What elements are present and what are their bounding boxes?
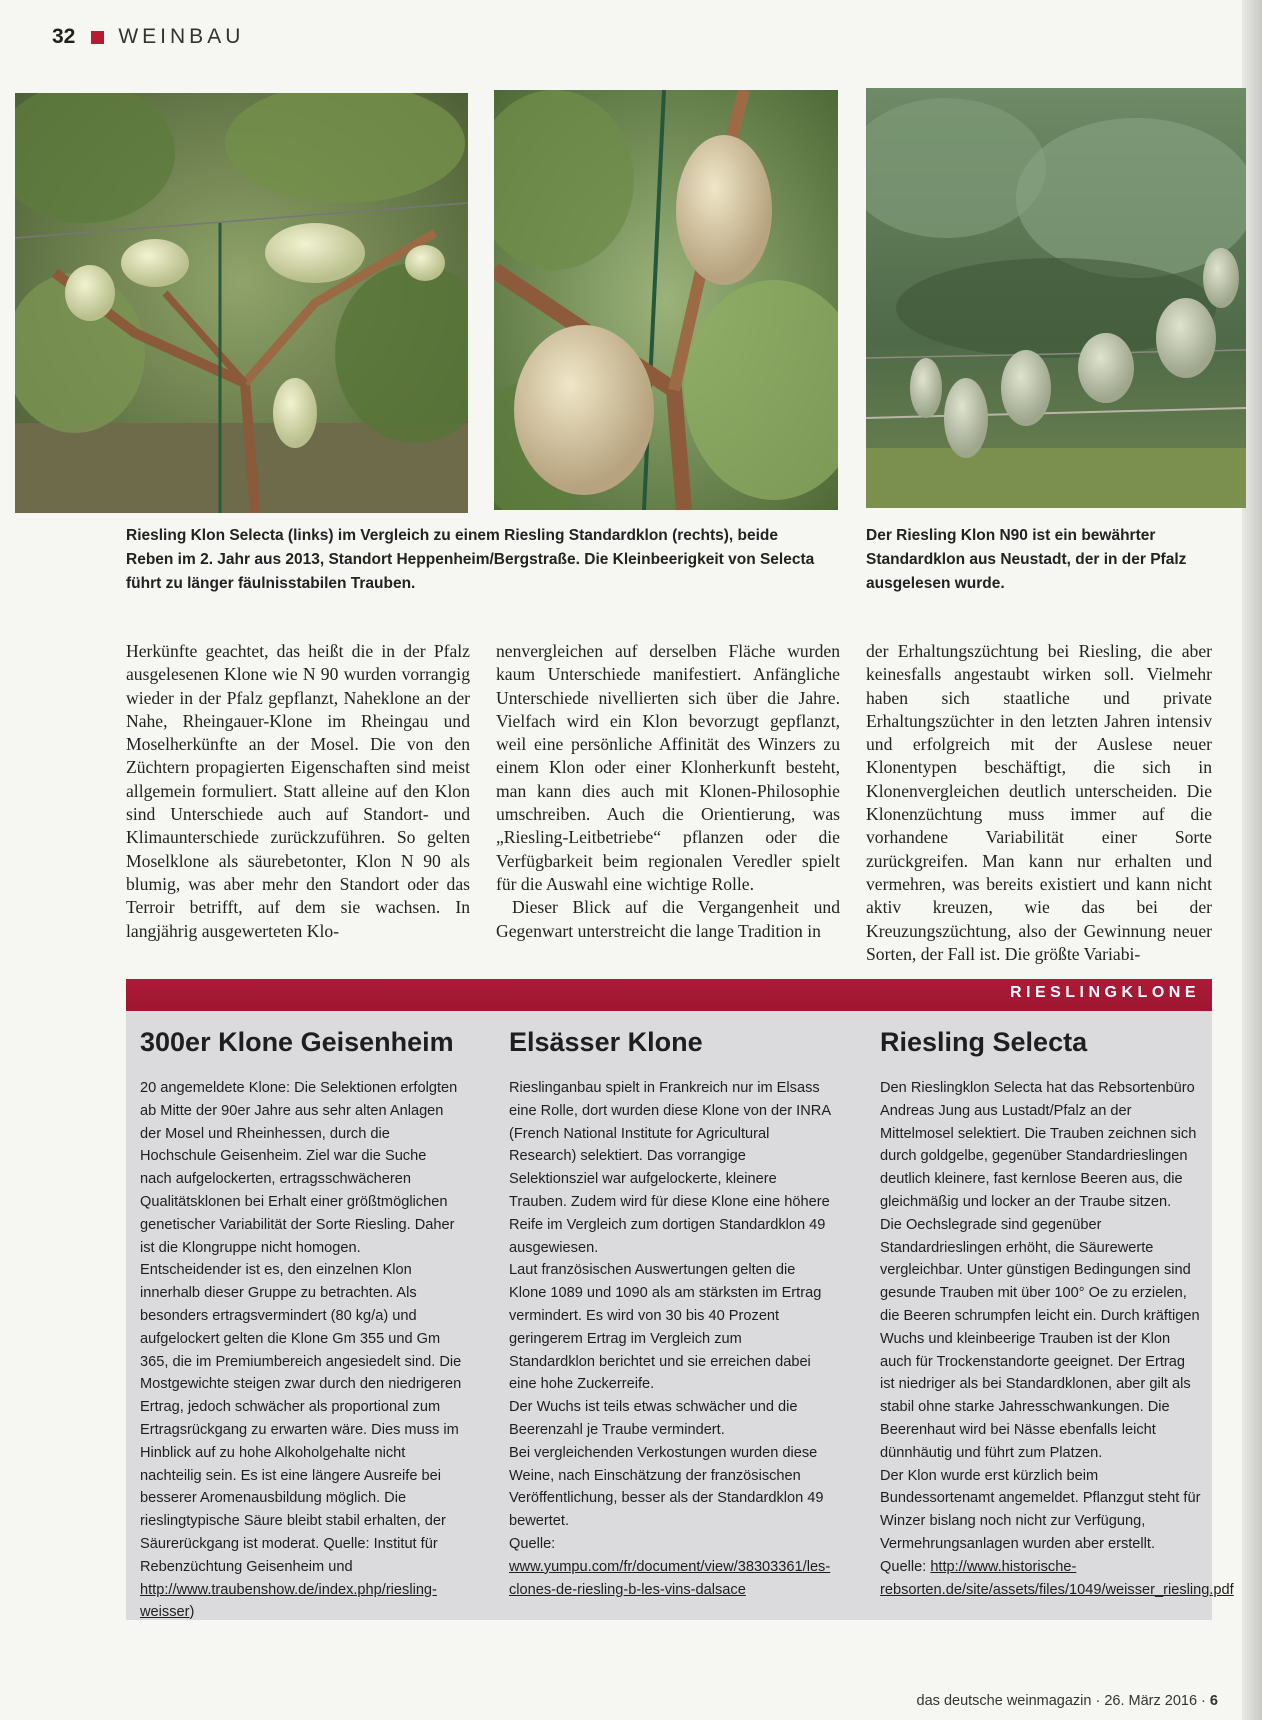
article-paragraph: Herkünfte geachtet, das heißt die in der Pfalz ausgelesenen Klone wie N 90 wurden vorrangig wieder in der Pfalz gepflanzt, Naheklone an der Nahe, Rheingauer-Klone im Rheingau und Moselherkünfte an der Mosel. Die von den Züchtern propagierten Eigenschaften sind meist allgemein formuliert. Statt alleine auf den Klon sind Unterschiede auch auf Standort- und Klimaunterschiede zurückzuführen. So gelten Moselklone als säurebetonter, Klon N 90 als blumig, was aber mehr den Standort oder das Terroir betrifft, auf dem sie wachsen. In langjährig ausgewerteten Klo-: [126, 641, 470, 941]
info-box-text: Der Wuchs ist teils etwas schwächer und die Beerenzahl je Traube vermindert.: [509, 1399, 798, 1438]
grape-vine-photo-n90: [866, 88, 1246, 508]
info-box-text: Den Rieslingklon Selecta hat das Rebsortenbüro Andreas Jung aus Lustadt/Pfalz an der Mittelmosel selektiert. Die Trauben zeichnen sich durch goldgelbe, gegenüber Standardrieslingen deutlich kleinere, fast kernlose Beeren aus, die gleichmäßig und locker an der Traube sitzen.: [880, 1080, 1197, 1210]
grape-vine-photo-standard: [494, 90, 838, 510]
section-title: WEINBAU: [118, 25, 245, 48]
page-number: 32: [52, 25, 76, 48]
info-box-source: Quelle: www.yumpu.com/fr/document/view/38303361/les-clones-de-riesling-b-les-vins-dalsace: [509, 1535, 831, 1598]
info-box-text: 20 angemeldete Klone: Die Selektionen erfolgten ab Mitte der 90er Jahre aus sehr alten Anlagen der Mosel und Rheinhessen, durch die Hochschule Geisenheim. Ziel war die Suche nach aufgelockerten, ertragsschwächeren Qualitätsklonen bei Erhalt einer größtmöglichen genetischer Variabilität der Sorte Riesling. Daher ist die Klongruppe nicht homogen. Entscheidender ist es, den einzelnen Klon innerhalb dieser Gruppe zu betrachten. Als besonders ertragsvermindert (80 kg/a) und aufgelockert gelten die Klone Gm 355 und Gm 365, die im Premiumbereich angesiedelt sind. Die Mostgewichte steigen zwar durch den niedrigeren Ertrag, jedoch schwächer als proportional zum Ertragsrückgang zu erwarten wäre. Dies muss im Hinblick auf zu hohe Alkoholgehalte nicht nachteilig sein. Es ist eine längere Ausreife bei besserer Aromenausbildung möglich. Die rieslingtypische Säure bleibt stabil erhalten, der Säurerückgang ist moderat. Quelle: Institut für Rebenzüchtung Geisenheim und http://www.traubenshow.de/index.php/riesling-weisser): [140, 1080, 462, 1621]
article-paragraph: Dieser Blick auf die Vergangenheit und Gegenwart unterstreicht die lange Tradition in: [496, 897, 840, 941]
footer-text: das deutsche weinmagazin · 26. März 2016 ·: [916, 1693, 1206, 1709]
photo-caption-right: Der Riesling Klon N90 ist ein bewährter Standardklon aus Neustadt, der in der Pfalz ausgelesen wurde.: [866, 527, 1187, 592]
info-box-column-geisenheim: [140, 1025, 462, 1624]
page-header: [52, 22, 244, 52]
source-link[interactable]: www.yumpu.com/fr/document/view/38303361/les-clones-de-riesling-b-les-vins-dalsace: [509, 1558, 831, 1598]
info-box-text: Laut französischen Auswertungen gelten die Klone 1089 und 1090 als am stärksten im Ertrag vermindert. Es wird von 30 bis 40 Prozent geringerem Ertrag im Vergleich zum Standardklon berichtet und sie erreichen dabei eine hohe Zuckerreife.: [509, 1262, 822, 1393]
info-box-title: Elsässer Klone: [509, 1027, 703, 1057]
section-marker: [91, 31, 104, 44]
article-paragraph: der Erhaltungszüchtung bei Riesling, die aber keinesfalls angestaubt wirken soll. Vielmehr haben sich staatliche und private Erhaltungszüchter in den letzten Jahren intensiv und erfolgreich mit der Auslese neuer Klonentypen beschäftigt, die sich in Klonenvergleichen deutlich unterscheiden. Die Klonenzüchtung muss immer auf die vorhandene Variabilität einer Sorte zurückgreifen. Man kann nur erhalten und vermehren, was bereits existiert und kann nicht aktiv kreuzen, wie das bei der Kreuzungszüchtung, also der Gewinnung neuer Sorten, der Fall ist. Die größte Variabi-: [866, 641, 1212, 964]
source-link[interactable]: http://www.historische-rebsorten.de/site/assets/files/1049/weisser_riesling.pdf: [880, 1558, 1234, 1598]
info-box-header-band: [126, 979, 1212, 1011]
info-box-text: Rieslinganbau spielt in Frankreich nur im Elsass eine Rolle, dort wurden diese Klone von der INRA (French National Institute for Agricultural Research) selektiert. Das vorrangige Selektionsziel war aufgelockerte, kleinere Trauben. Zudem wird für diese Klone eine höhere Reife im Vergleich zum dortigen Standardklon 49 ausgewiesen.: [509, 1080, 831, 1256]
article-column-3: [866, 640, 1212, 966]
info-box-title: 300er Klone Geisenheim: [140, 1027, 454, 1057]
info-box-column-elsass: [509, 1025, 831, 1601]
info-box-text: Die Oechslegrade sind gegenüber Standardrieslingen erhöht, die Säurewerte vergleichbar. Unter günstigen Bedingungen sind gesunde Trauben mit über 100° Oe zu erzielen, die Beeren schrumpfen leicht ein. Durch kräftigen Wuchs und kleinbeerige Trauben ist der Klon auch für Trockenstandorte geeignet. Der Ertrag ist niedriger als bei Standardklonen, aber gilt als stabil ohne starke Jahresschwankungen. Die Beerenhaut wird bei Nässe ebenfalls leicht dünnhäutig und führt zum Platzen.: [880, 1216, 1200, 1461]
page-footer: [917, 1693, 1218, 1709]
info-box: [126, 1011, 1234, 1621]
info-box-label: RIESLINGKLONE: [1009, 984, 1200, 1001]
article-column-2: [496, 640, 840, 943]
source-link[interactable]: http://www.traubenshow.de/index.php/riesling-weisser: [140, 1581, 437, 1621]
article-paragraph: nenvergleichen auf derselben Fläche wurden kaum Unterschiede manifestiert. Anfängliche Unterschiede nivellierten sich über die Jahre. Vielfach wird ein Klon bevorzugt gepflanzt, weil eine persönliche Affinität des Winzers zu einem Klon oder einer Klonherkunft besteht, man kann dies auch mit Klonen-Philosophie umschreiben. Auch die Orientierung, was „Riesling-Leitbetriebe“ pflanzen oder die Verfügbarkeit beim regionalen Veredler spielt für die Auswahl eine wichtige Rolle.: [496, 641, 840, 894]
info-box-title: Riesling Selecta: [880, 1027, 1088, 1057]
info-box-text: Der Klon wurde erst kürzlich beim Bundessortenamt angemeldet. Pflanzgut steht für Winzer bislang noch nicht zur Verfügung, Vermehrungsanlagen wurden aber erstellt.: [880, 1467, 1201, 1552]
photo-caption-left: Riesling Klon Selecta (links) im Vergleich zu einem Riesling Standardklon (rechts), beide Reben im 2. Jahr aus 2013, Standort Heppenheim/Bergstraße. Die Kleinbeerigkeit von Selecta führt zu länger fäulnisstabilen Trauben.: [126, 527, 815, 592]
info-box-text: Bei vergleichenden Verkostungen wurden diese Weine, nach Einschätzung der französischen Veröffentlichung, besser als der Standardklon 49 bewertet.: [509, 1444, 824, 1530]
info-box-column-selecta: [880, 1025, 1234, 1601]
grape-vine-photo-selecta: [15, 93, 468, 513]
article-column-1: [126, 640, 470, 943]
footer-page-number: 6: [1209, 1693, 1218, 1709]
info-box-source: Quelle: http://www.historische-rebsorten.de/site/assets/files/1049/weisser_riesling.pdf: [880, 1558, 1234, 1598]
